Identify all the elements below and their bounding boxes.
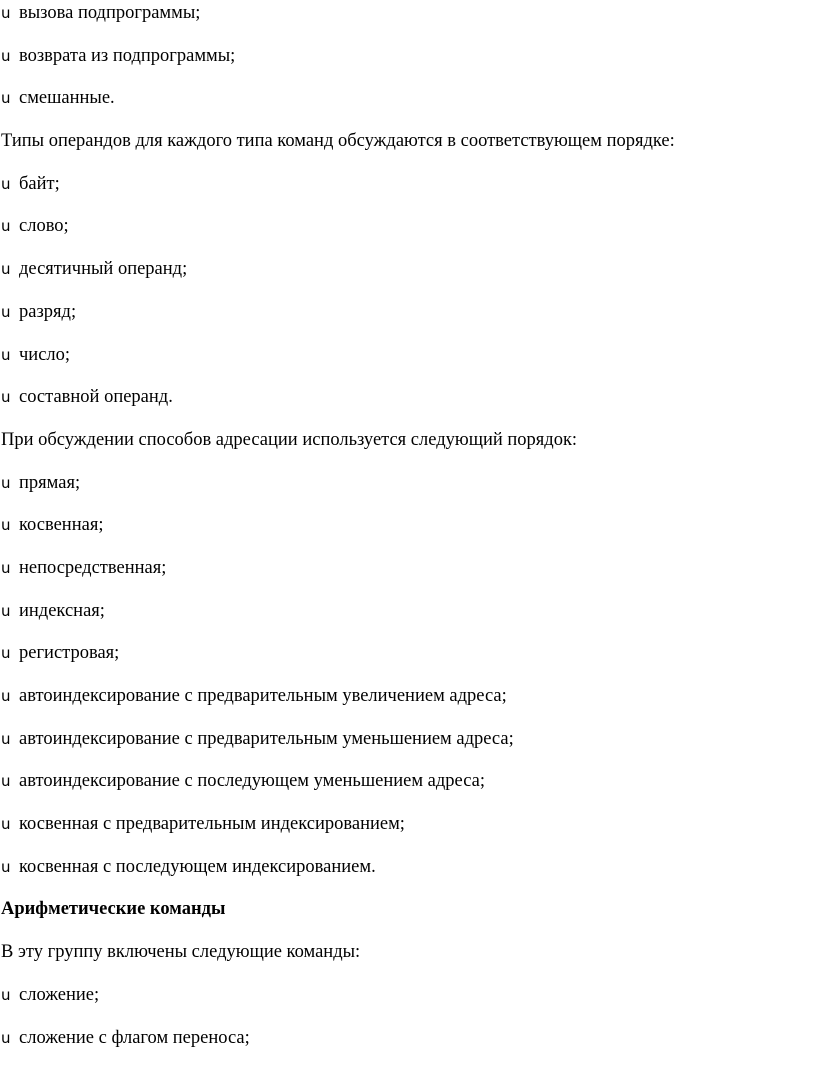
bullet-marker: u xyxy=(1,857,11,876)
list-item xyxy=(0,718,816,761)
list-item xyxy=(0,504,816,547)
bullet-marker: u xyxy=(1,89,11,108)
list-item xyxy=(0,462,816,505)
bullet-marker: u xyxy=(1,174,11,193)
list-item-text: автоиндексирование с последующем уменьшением адреса; xyxy=(19,771,486,792)
list-item-text: непосредственная; xyxy=(19,557,167,578)
list-item xyxy=(0,35,816,78)
list-item xyxy=(0,334,816,377)
list-item-text: байт; xyxy=(19,173,60,194)
bullet-marker: u xyxy=(1,985,11,1004)
bullet-marker: u xyxy=(1,217,11,236)
list-item xyxy=(0,205,816,248)
list-item xyxy=(0,590,816,633)
bullet-marker: u xyxy=(1,260,11,279)
list-item-text: сложение; xyxy=(19,984,100,1005)
bullet-marker: u xyxy=(1,46,11,65)
list-item-text: косвенная; xyxy=(19,515,104,536)
list-item xyxy=(0,974,816,1017)
bullet-marker: u xyxy=(1,687,11,705)
list-item-text: разряд; xyxy=(19,301,77,322)
list-item xyxy=(0,1017,816,1060)
list-item xyxy=(0,77,816,120)
bullet-marker: u xyxy=(1,345,11,364)
list-item xyxy=(0,163,816,206)
bullet-marker: u xyxy=(1,302,11,321)
list-item-text: смешанные. xyxy=(19,88,115,109)
bullet-marker: u xyxy=(1,729,11,748)
list-item-text: автоиндексирование с предварительным увеличением адреса; xyxy=(19,686,507,706)
list-item-text: вызова подпрограммы; xyxy=(19,3,201,23)
bullet-marker: u xyxy=(1,4,11,22)
bullet-marker: u xyxy=(1,772,11,791)
list-item-text: регистровая; xyxy=(19,643,120,664)
list-item xyxy=(0,547,816,590)
paragraph-operand-types: Типы операндов для каждого типа команд обсуждаются в соответствующем порядке: xyxy=(1,131,675,152)
bullet-marker: u xyxy=(1,815,11,834)
section-heading: Арифметические команды xyxy=(1,899,226,920)
list-item xyxy=(0,291,816,334)
list-item xyxy=(0,675,816,718)
bullet-marker: u xyxy=(1,601,11,620)
list-item xyxy=(0,248,816,291)
bullet-marker: u xyxy=(1,558,11,577)
list-item xyxy=(0,760,816,803)
list-item xyxy=(0,0,816,35)
bullet-marker: u xyxy=(1,388,11,407)
list-item-text: сложение с флагом переноса; xyxy=(19,1027,250,1048)
bullet-marker: u xyxy=(1,516,11,535)
paragraph-addressing-order: При обсуждении способов адресации используется следующий порядок: xyxy=(1,429,578,450)
list-item-text: индексная; xyxy=(19,600,105,621)
list-item-text: косвенная с предварительным индексированием; xyxy=(19,814,405,835)
list-item-text: десятичный операнд; xyxy=(19,259,188,280)
list-item-text: число; xyxy=(19,344,71,365)
bullet-marker: u xyxy=(1,473,11,492)
list-item-text: слово; xyxy=(19,216,69,237)
list-item xyxy=(0,846,816,889)
list-item xyxy=(0,803,816,846)
list-item-text: косвенная с последующем индексированием. xyxy=(19,856,376,877)
list-item-text: прямая; xyxy=(19,472,81,493)
paragraph-group-intro: В эту группу включены следующие команды: xyxy=(1,942,361,963)
bullet-marker: u xyxy=(1,644,11,663)
list-item xyxy=(0,632,816,675)
list-item-text: составной операнд. xyxy=(19,387,173,408)
list-item-text: возврата из подпрограммы; xyxy=(19,45,236,66)
list-item xyxy=(0,376,816,419)
list-item-text: автоиндексирование с предварительным уменьшением адреса; xyxy=(19,728,514,749)
bullet-marker: u xyxy=(1,1028,11,1047)
